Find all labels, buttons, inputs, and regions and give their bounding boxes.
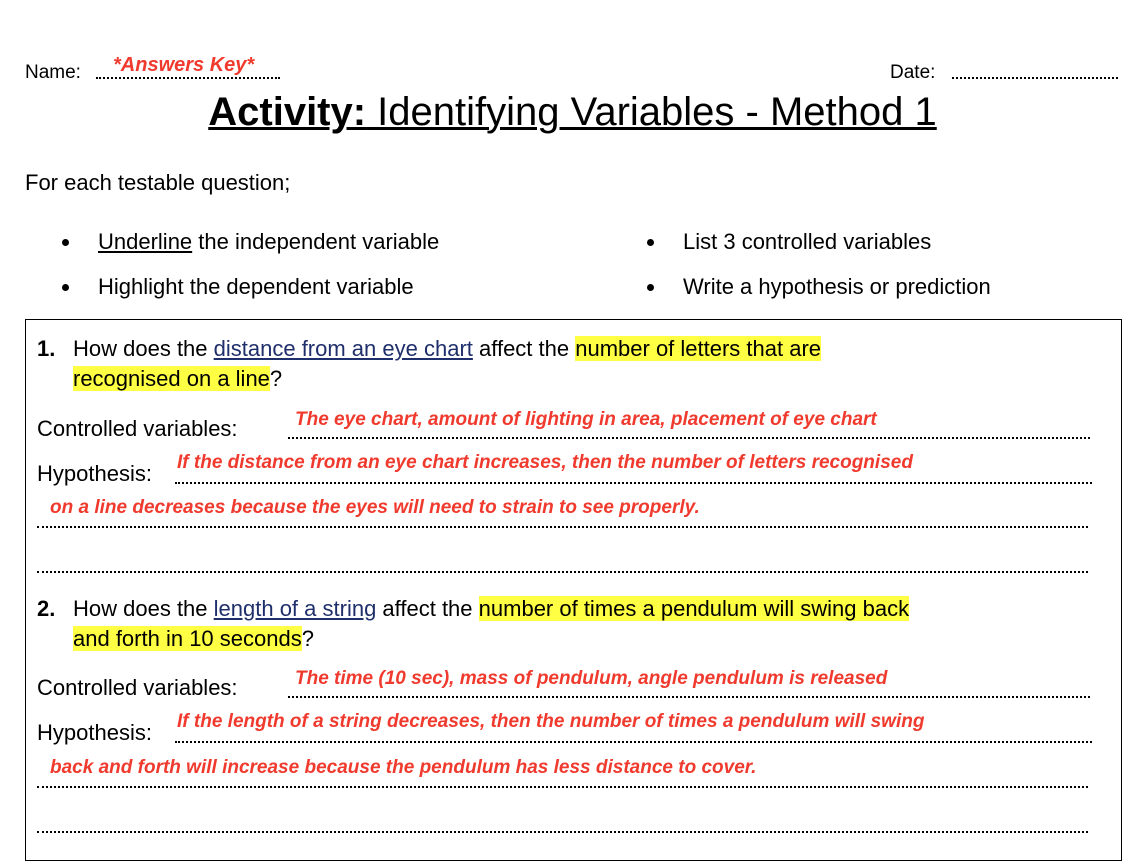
bullet-icon bbox=[62, 284, 69, 291]
question-number: 2. bbox=[37, 596, 56, 621]
controlled-field[interactable] bbox=[288, 437, 1090, 439]
q-text: How does the bbox=[73, 336, 214, 361]
q-text: affect the bbox=[376, 596, 479, 621]
question-number: 1. bbox=[37, 336, 56, 361]
answer-line[interactable] bbox=[37, 831, 1088, 833]
answer-key-label: *Answers Key* bbox=[113, 54, 255, 76]
bullet-icon bbox=[62, 239, 69, 246]
question-2-line2 bbox=[73, 626, 314, 652]
instruction-highlight: Highlight the dependent variable bbox=[98, 274, 414, 299]
title-bold: Activity: bbox=[208, 90, 367, 134]
dependent-variable: number of letters that are bbox=[575, 336, 822, 361]
underline-word: Underline bbox=[98, 229, 193, 254]
hypothesis-answer-line1: If the distance from an eye chart increases, then the number of letters recognised bbox=[177, 452, 913, 473]
answer-line[interactable] bbox=[37, 526, 1088, 528]
hypothesis-field[interactable] bbox=[175, 482, 1092, 484]
questions-box bbox=[25, 319, 1122, 861]
page-title bbox=[0, 88, 1138, 136]
bullet-icon bbox=[647, 239, 654, 246]
controlled-field[interactable] bbox=[288, 696, 1090, 698]
answer-line[interactable] bbox=[37, 786, 1088, 788]
hypothesis-answer-line1: If the length of a string decreases, then the number of times a pendulum will swing bbox=[177, 711, 925, 732]
instruction-rest: the independent variable bbox=[192, 229, 440, 254]
name-field[interactable] bbox=[96, 77, 280, 79]
hypothesis-label: Hypothesis: bbox=[37, 720, 152, 745]
hypothesis-field[interactable] bbox=[175, 741, 1092, 743]
instruction-underline bbox=[98, 229, 439, 255]
hypothesis-label: Hypothesis: bbox=[37, 461, 152, 486]
controlled-answer: The time (10 sec), mass of pendulum, angle pendulum is released bbox=[295, 668, 888, 689]
q-text: ? bbox=[269, 366, 283, 391]
name-label: Name: bbox=[25, 62, 81, 83]
intro-text: For each testable question; bbox=[25, 170, 291, 195]
independent-variable: distance from an eye chart bbox=[213, 336, 473, 361]
controlled-answer: The eye chart, amount of lighting in area, placement of eye chart bbox=[295, 409, 877, 430]
question-1-line2 bbox=[73, 366, 282, 392]
q-text: How does the bbox=[73, 596, 214, 621]
instruction-hypothesis: Write a hypothesis or prediction bbox=[683, 274, 991, 299]
q-text: ? bbox=[301, 626, 314, 651]
q-text: affect the bbox=[472, 336, 576, 361]
instruction-controlled: List 3 controlled variables bbox=[683, 229, 932, 254]
dependent-variable: and forth in 10 seconds bbox=[73, 626, 302, 651]
bullet-icon bbox=[647, 284, 654, 291]
controlled-label: Controlled variables: bbox=[37, 416, 238, 441]
independent-variable: length of a string bbox=[213, 596, 377, 621]
answer-line[interactable] bbox=[37, 571, 1088, 573]
date-field[interactable] bbox=[952, 77, 1118, 79]
question-2-line1 bbox=[73, 596, 909, 622]
hypothesis-answer-line2: back and forth will increase because the pendulum has less distance to cover. bbox=[50, 757, 757, 778]
date-label: Date: bbox=[890, 62, 936, 83]
title-rest: Identifying Variables - Method 1 bbox=[366, 90, 937, 134]
hypothesis-answer-line2: on a line decreases because the eyes will need to strain to see properly. bbox=[50, 497, 700, 518]
dependent-variable: recognised on a line bbox=[73, 366, 270, 391]
dependent-variable: number of times a pendulum will swing back bbox=[478, 596, 910, 621]
question-1-line1 bbox=[73, 336, 821, 362]
controlled-label: Controlled variables: bbox=[37, 675, 238, 700]
